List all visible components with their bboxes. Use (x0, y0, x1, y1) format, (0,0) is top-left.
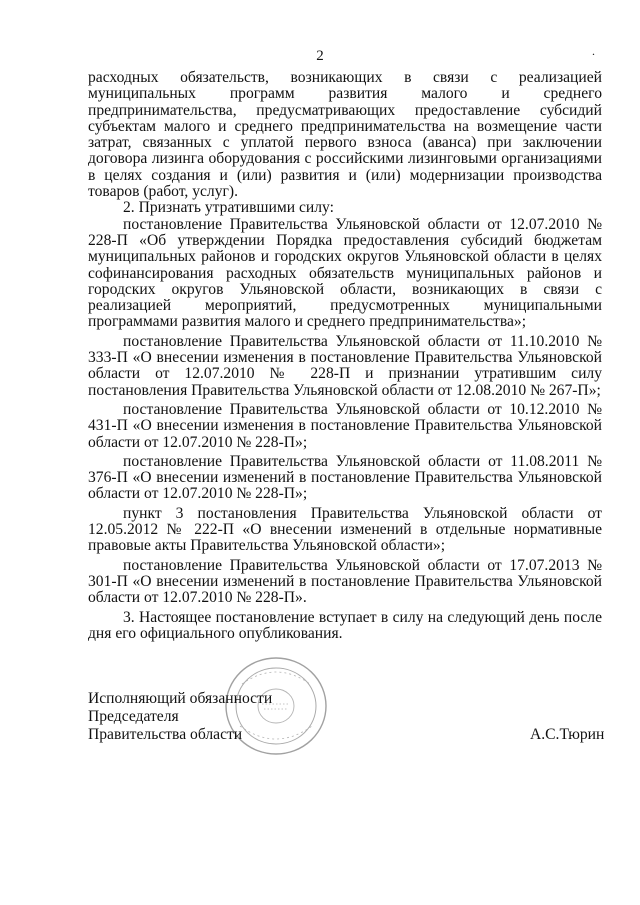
corner-mark: . (592, 44, 595, 58)
signature-title (88, 690, 272, 744)
document-body (88, 70, 602, 642)
paragraph-item-2: 2. Признать утратившими силу: (123, 199, 334, 217)
paragraph-repealed-5: пункт 3 постановления Правительства Ульяновской области от 12.05.2012 № 222-П «О внесении изменений в отдельные нормативные правовые акты Правительства Ульяновской области»; (88, 504, 602, 555)
paragraph-repealed-2: постановление Правительства Ульяновской области от 11.10.2010 № 333-П «О внесении изменения в постановление Правительства Ульяновской области от 12.07.2010 № 228-П и признании утратившим силу постановления Правительства Ульяновской области от 12.08.2010 № 267-П»; (88, 332, 602, 399)
paragraph-repealed-1: постановление Правительства Ульяновской области от 12.07.2010 № 228-П «Об утверждении Порядка предоставления субсидий бюджетам муниципальных районов и городских округов Ульяновской области в целях софинансирования расходных обязательств муниципальных районов и городских округов Ульяновской области, возникающих в связи с реализацией мероприятий, предусмотренных муниципальными программами развития малого и среднего предпринимательства»; (88, 215, 602, 331)
signature-title-line-1: Исполняющий обязанности (88, 690, 273, 707)
signature-title-line-3: Правительства области (88, 726, 243, 743)
paragraph-repealed-6: постановление Правительства Ульяновской области от 17.07.2013 № 301-П «О внесении изменений в постановление Правительства Ульяновской области от 12.07.2010 № 228-П». (88, 556, 602, 607)
paragraph-repealed-4: постановление Правительства Ульяновской области от 11.08.2011 № 376-П «О внесении изменений в постановление Правительства Ульяновской области от 12.07.2010 № 228-П»; (88, 452, 602, 503)
signatory-name: А.С.Тюрин (530, 726, 605, 743)
paragraph-repealed-3: постановление Правительства Ульяновской области от 10.12.2010 № 431-П «О внесении изменения в постановление Правительства Ульяновской области от 12.07.2010 № 228-П»; (88, 400, 602, 451)
paragraph-continuation: расходных обязательств, возникающих в связи с реализацией муниципальных программ развития малого и среднего предпринимательства, предусматривающих предоставление субсидий субъектам малого и среднего предпринимательства на возмещение части затрат, связанных с уплатой первого взноса (аванса) при заключении договора лизинга оборудования с российскими лизинговыми организациями в целях создания и (или) развития и (или) модернизации производства товаров (работ, услуг). (88, 69, 602, 201)
page-number: 2 (316, 48, 324, 64)
paragraph-item-3: 3. Настоящее постановление вступает в силу на следующий день после дня его официального опубликования. (88, 608, 602, 642)
signature-title-line-2: Председателя (88, 708, 179, 725)
